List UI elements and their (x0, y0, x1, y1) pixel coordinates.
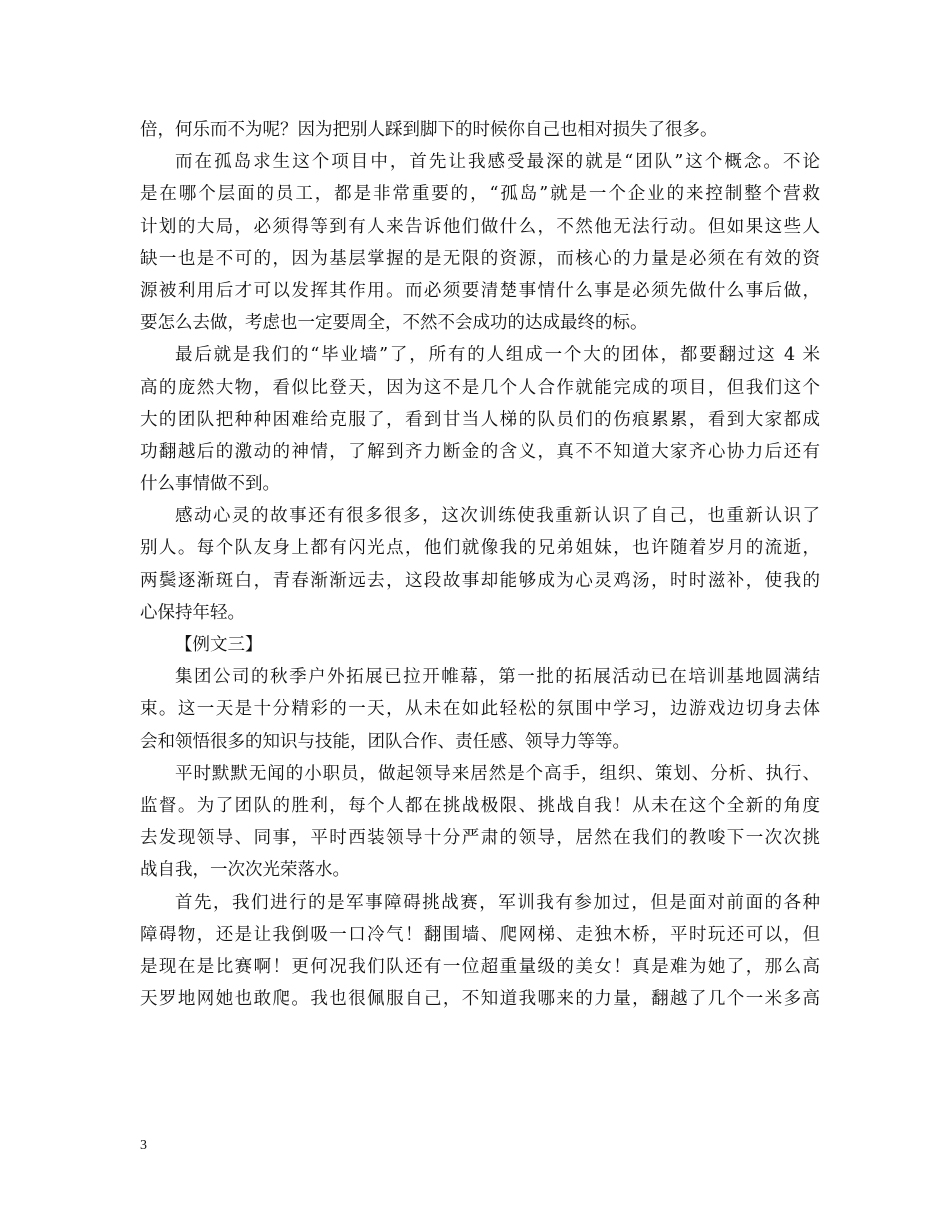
text-line: 是在哪个层面的员工，都是非常重要的，“孤岛”就是一个企业的来控制整个营救 (140, 184, 820, 205)
text-line: 倍，何乐而不为呢？因为把别人踩到脚下的时候你自己也相对损失了很多。 (140, 120, 718, 140)
text-line: 大的团队把种种困难给克服了，看到甘当人梯的队员们的伤痕累累，看到大家都成 (140, 409, 820, 430)
text-line: 功翻越后的激动的神情，了解到齐力断金的含义，真不不知道大家齐心协力后还有 (140, 441, 820, 462)
text-line: 集团公司的秋季户外拓展已拉开帷幕，第一批的拓展活动已在培训基地圆满结 (175, 667, 820, 688)
text-line: 源被利用后才可以发挥其作用。而必须要清楚事情什么事是必须先做什么事后做， (140, 280, 820, 301)
text-line: 会和领悟很多的知识与技能，团队合作、责任感、领导力等等。 (140, 731, 630, 752)
text-line: 【例文三】 (175, 635, 263, 655)
text-line: 别人。每个队友身上都有闪光点，他们就像我的兄弟姐妹，也许随着岁月的流逝， (140, 538, 820, 559)
text-line: 感动心灵的故事还有很多很多，这次训练使我重新认识了自己，也重新认识了 (175, 506, 820, 527)
text-line: 最后就是我们的“毕业墙”了，所有的人组成一个大的团体，都要翻过这 4 米 (175, 345, 820, 366)
text-line: 要怎么去做，考虑也一定要周全，不然不会成功的达成最终的标。 (140, 313, 648, 334)
text-line: 缺一也是不可的，因为基层掌握的是无限的资源，而核心的力量是必须在有效的资 (140, 248, 820, 269)
text-line: 高的庞然大物，看似比登天，因为这不是几个人合作就能完成的项目，但我们这个 (140, 377, 820, 398)
text-line: 首先，我们进行的是军事障碍挑战赛，军训我有参加过，但是面对前面的各种 (175, 892, 820, 913)
text-line: 两鬓逐渐斑白，青春渐渐远去，这段故事却能够成为心灵鸡汤，时时滋补，使我的 (140, 570, 820, 591)
text-line: 心保持年轻。 (140, 602, 245, 623)
document-body (140, 114, 820, 1015)
text-line: 天罗地网她也敢爬。我也很佩服自己，不知道我哪来的力量，翻越了几个一米多高 (140, 989, 820, 1010)
text-line: 战自我，一次次光荣落水。 (140, 860, 350, 881)
text-line: 计划的大局，必须得等到有人来告诉他们做什么，不然他无法行动。但如果这些人 (140, 216, 820, 237)
text-line: 平时默默无闻的小职员，做起领导来居然是个高手，组织、策划、分析、执行、 (175, 763, 820, 784)
text-line: 而在孤岛求生这个项目中，首先让我感受最深的就是“团队”这个概念。不论 (175, 152, 820, 173)
text-line: 是现在是比赛啊！更何况我们队还有一位超重量级的美女！真是难为她了，那么高 (140, 956, 820, 977)
text-line: 去发现领导、同事，平时西装领导十分严肃的领导，居然在我们的教唆下一次次挑 (140, 828, 820, 849)
text-line: 障碍物，还是让我倒吸一口冷气！翻围墙、爬网梯、走独木桥，平时玩还可以，但 (140, 924, 820, 945)
text-line: 束。这一天是十分精彩的一天，从未在如此轻松的氛围中学习，边游戏边切身去体 (140, 699, 820, 720)
page-number: 3 (140, 1138, 147, 1153)
text-line: 什么事情做不到。 (140, 474, 280, 495)
text-line: 监督。为了团队的胜利，每个人都在挑战极限、挑战自我！从未在这个全新的角度 (140, 795, 820, 816)
